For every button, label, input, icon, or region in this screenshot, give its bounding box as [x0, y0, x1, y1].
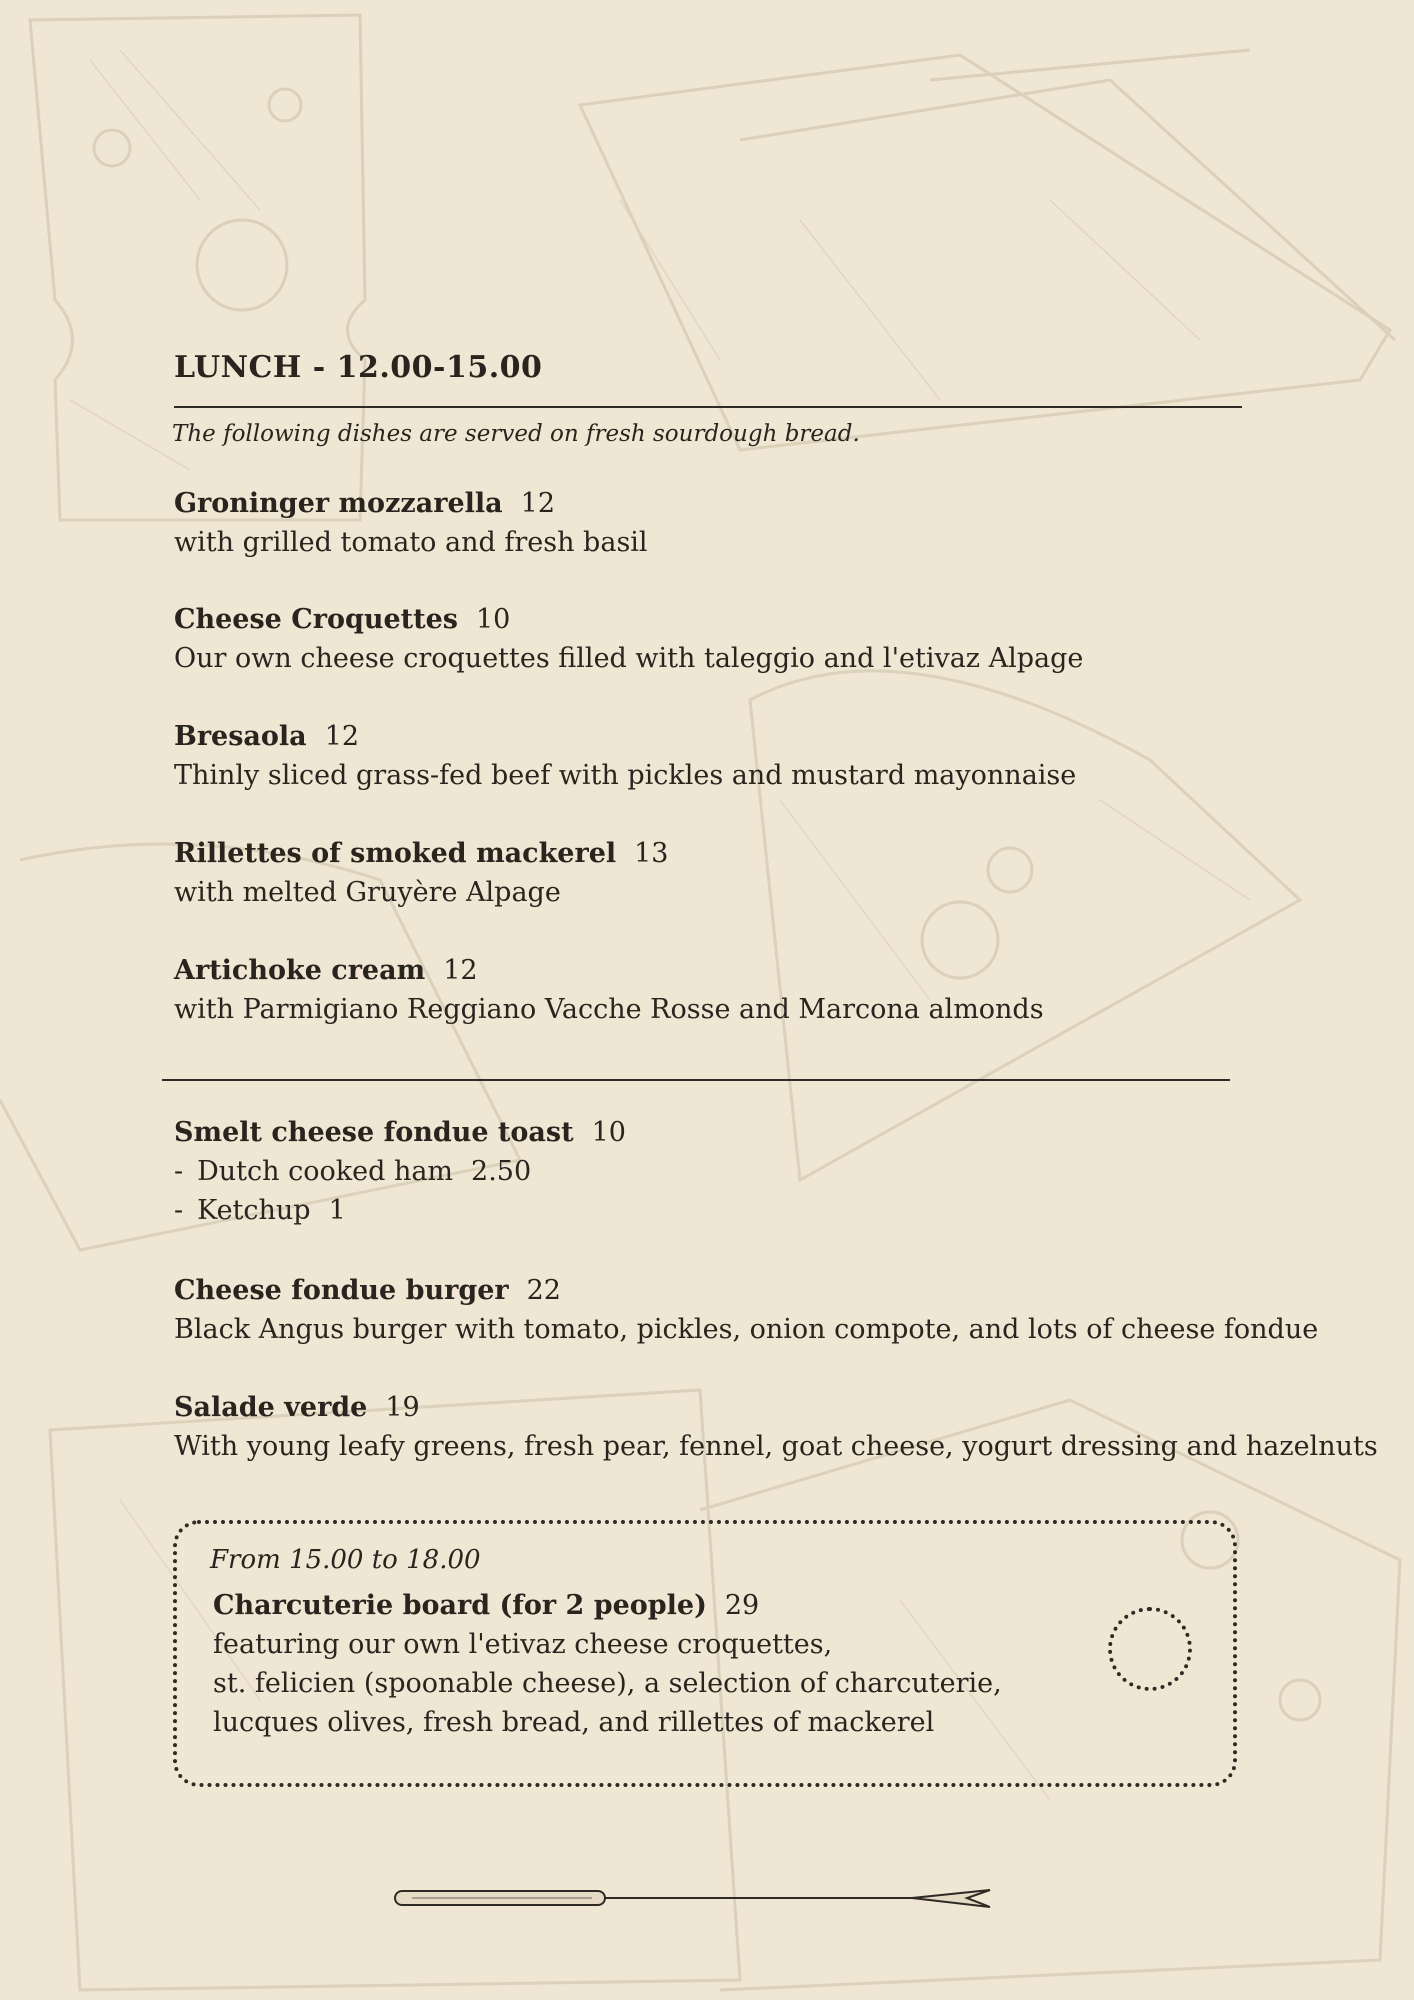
item-description: Our own cheese croquettes filled with taleggio and l'etivaz Alpage	[174, 643, 1084, 674]
menu-item	[174, 951, 1044, 1029]
item-name: Bresaola	[174, 721, 307, 752]
item-name: Smelt cheese fondue toast	[174, 1117, 574, 1148]
page-title: LUNCH - 12.00-15.00	[174, 350, 543, 385]
menu-item-fondue-toast	[174, 1113, 626, 1230]
item-description: st. felicien (spoonable cheese), a selection of charcuterie,	[213, 1668, 1002, 1699]
dotted-circle-ornament	[1108, 1607, 1192, 1691]
extra-price: 2.50	[471, 1156, 532, 1187]
item-description: With young leafy greens, fresh pear, fennel, goat cheese, yogurt dressing and hazelnuts	[174, 1431, 1378, 1462]
intro-note: The following dishes are served on fresh sourdough bread.	[172, 421, 860, 447]
item-name: Cheese fondue burger	[174, 1275, 509, 1306]
menu-item	[174, 484, 648, 562]
item-price: 10	[591, 1117, 626, 1148]
item-name: Charcuterie board (for 2 people)	[213, 1590, 707, 1621]
item-name: Artichoke cream	[174, 955, 426, 986]
item-price: 22	[526, 1275, 561, 1306]
item-name: Rillettes of smoked mackerel	[174, 838, 617, 869]
item-description: with grilled tomato and fresh basil	[174, 527, 648, 558]
special-offer-item	[213, 1586, 1002, 1742]
item-price: 12	[520, 488, 555, 519]
extra-price: 1	[328, 1195, 346, 1226]
menu-item	[174, 834, 668, 912]
item-price: 13	[634, 838, 669, 869]
item-name: Salade verde	[174, 1392, 368, 1423]
item-name: Groninger mozzarella	[174, 488, 503, 519]
fondue-fork-icon	[392, 1885, 992, 1915]
item-price: 10	[476, 604, 511, 635]
item-description: with Parmigiano Reggiano Vacche Rosse and Marcona almonds	[174, 994, 1044, 1025]
section-divider	[162, 1079, 1230, 1081]
item-name: Cheese Croquettes	[174, 604, 458, 635]
item-description: featuring our own l'etivaz cheese croquettes,	[213, 1629, 833, 1660]
item-price: 12	[443, 955, 478, 986]
extra-name: Dutch cooked ham	[197, 1156, 454, 1187]
title-divider	[174, 406, 1242, 408]
menu-item	[174, 600, 1083, 678]
item-description: lucques olives, fresh bread, and rillettes of mackerel	[213, 1707, 935, 1738]
item-description: Thinly sliced grass-fed beef with pickles and mustard mayonnaise	[174, 760, 1077, 791]
extra-option: - Ketchup 1	[174, 1195, 346, 1226]
item-price: 19	[385, 1392, 420, 1423]
menu-item	[174, 1271, 1318, 1349]
item-price: 12	[324, 721, 360, 752]
item-description: with melted Gruyère Alpage	[174, 877, 561, 908]
menu-item	[174, 717, 1076, 795]
extra-name: Ketchup	[197, 1195, 311, 1226]
special-offer-time: From 15.00 to 18.00	[210, 1545, 481, 1575]
extra-option: - Dutch cooked ham 2.50	[174, 1156, 532, 1187]
item-price: 29	[724, 1590, 760, 1621]
item-description: Black Angus burger with tomato, pickles, onion compote, and lots of cheese fondue	[174, 1314, 1319, 1345]
menu-item	[174, 1388, 1378, 1466]
